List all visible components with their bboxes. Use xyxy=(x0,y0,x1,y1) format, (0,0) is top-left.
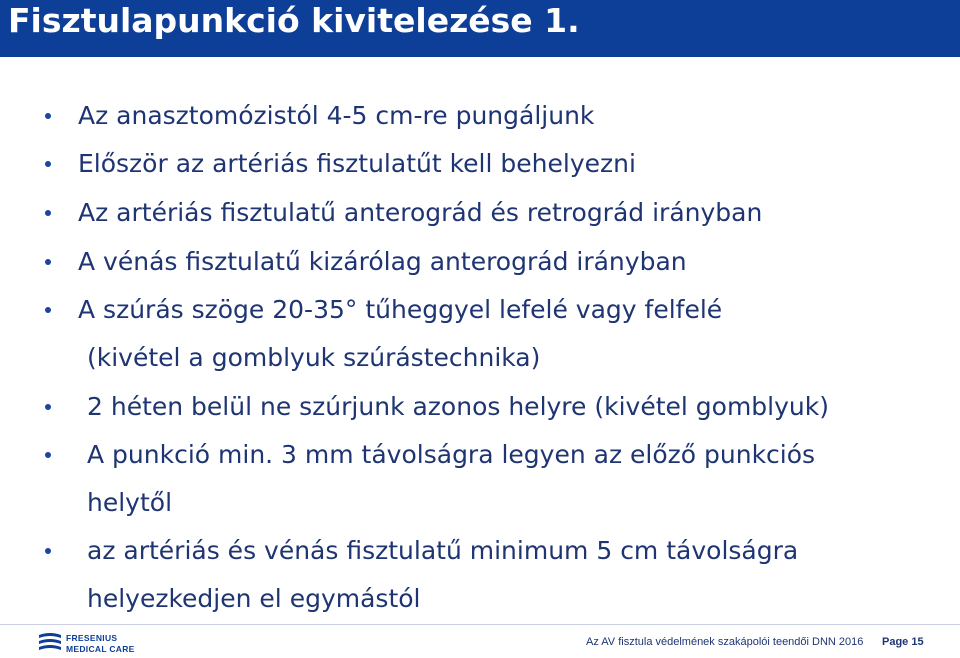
logo-text-line2: MEDICAL CARE xyxy=(66,644,135,654)
bullet-dot xyxy=(45,259,51,265)
bullet-continuation: helyezkedjen el egymástól xyxy=(87,584,421,613)
slide-title: Fisztulapunkció kivitelezése 1. xyxy=(8,1,580,40)
bullet-text: Először az artériás fisztulatűt kell behelyezni xyxy=(78,149,636,178)
bullet-text: Az anasztomózistól 4-5 cm-re pungáljunk xyxy=(78,101,595,130)
bullet-dot xyxy=(45,548,51,554)
bullet-text: A punkció min. 3 mm távolságra legyen az előző punkciós xyxy=(87,440,816,469)
bullet-dot xyxy=(45,210,51,216)
bullet-dot xyxy=(45,404,51,410)
title-bar xyxy=(0,0,960,57)
bullet-continuation: (kivétel a gomblyuk szúrástechnika) xyxy=(87,343,541,372)
bullet-dot xyxy=(45,161,51,167)
bullet-text: A szúrás szöge 20-35° tűheggyel lefelé vagy felfelé xyxy=(78,295,723,324)
bullet-text: Az artériás fisztulatű anterográd és retrográd irányban xyxy=(78,198,763,227)
bullet-dot xyxy=(45,452,51,458)
bullet-text: az artériás és vénás fisztulatű minimum 5 cm távolságra xyxy=(87,536,799,565)
fresenius-logo-mark-icon xyxy=(38,632,62,654)
fresenius-logo xyxy=(38,632,148,654)
bullet-text: 2 héten belül ne szúrjunk azonos helyre (kivétel gomblyuk) xyxy=(87,392,829,421)
bullet-text: A vénás fisztulatű kizárólag anterográd irányban xyxy=(78,247,687,276)
page-number: Page 15 xyxy=(882,636,924,648)
bullet-dot xyxy=(45,307,51,313)
footer-caption: Az AV fisztula védelmének szakápolói teendői DNN 2016 xyxy=(586,636,864,648)
footer-divider xyxy=(0,624,960,625)
bullet-dot xyxy=(45,113,51,119)
logo-text-line1: FRESENIUS xyxy=(66,633,118,643)
bullet-continuation: helytől xyxy=(87,488,173,517)
